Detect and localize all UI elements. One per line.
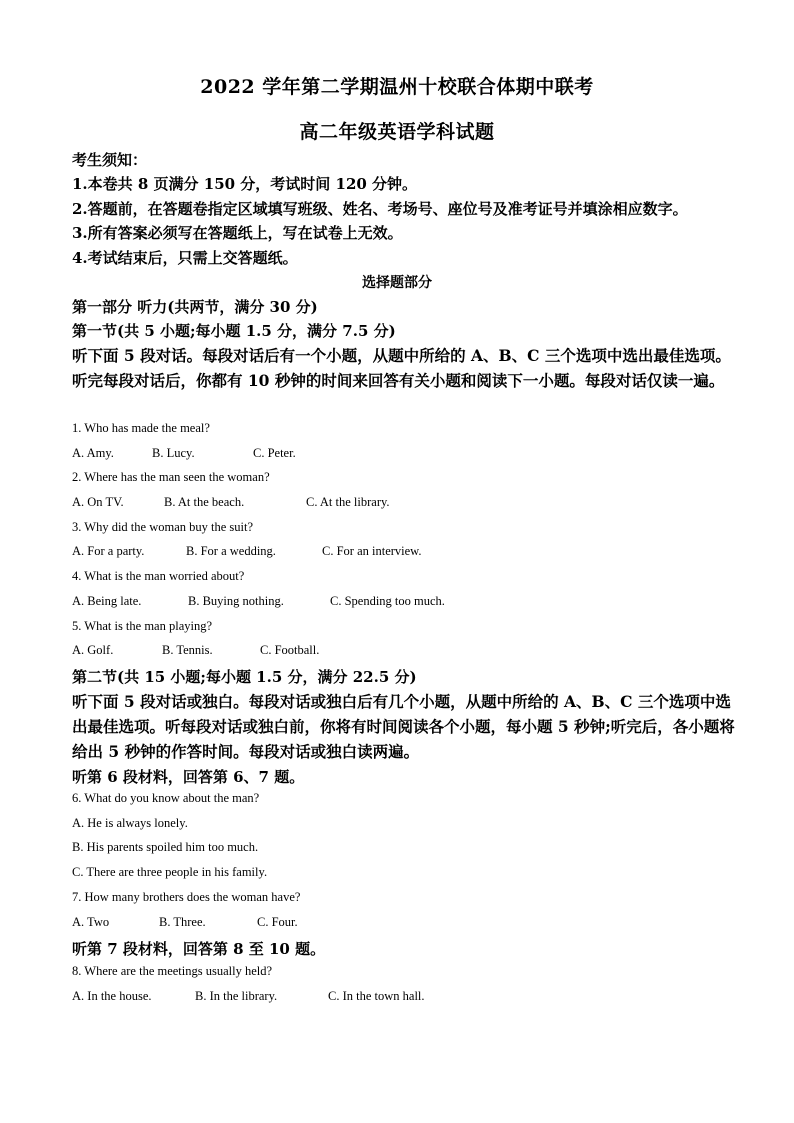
option-c[interactable]: C. Football. <box>260 643 320 657</box>
question-3: 3. Why did the woman buy the suit? <box>72 520 253 534</box>
option-c[interactable]: C. Spending too much. <box>330 594 445 608</box>
option-b[interactable]: B. Buying nothing. <box>188 594 284 608</box>
question-8: 8. Where are the meetings usually held? <box>72 964 273 978</box>
notice-heading: 考生须知： <box>72 151 148 169</box>
option-b[interactable]: B. In the library. <box>195 989 278 1003</box>
question-5: 5. What is the man playing? <box>72 619 213 633</box>
question-7: 7. How many brothers does the woman have? <box>72 890 301 904</box>
options-7 <box>72 915 298 930</box>
option-b[interactable]: B. His parents spoiled him too much. <box>72 840 259 854</box>
option-b[interactable]: B. Three. <box>159 915 206 929</box>
section2-instructions: 听下面 5 段对话或独白。每段对话或独白后有几个小题，从题中所给的 A、B、C 三个选项中选出最佳选项。听每段对话或独白前，你将有时间阅读各个小题，每小题 5 秒钟;听完后，各小题将给出 5 秒钟的作答时间。每段对话或独白读两遍。 <box>72 692 735 761</box>
question-1: 1. Who has made the meal? <box>72 421 210 435</box>
options-4 <box>72 594 445 609</box>
option-c[interactable]: C. There are three people in his family. <box>72 865 268 879</box>
option-c[interactable]: C. Four. <box>257 915 298 929</box>
material-6-heading: 听第 6 段材料，回答第 6、7 题。 <box>72 768 305 786</box>
question-2: 2. Where has the man seen the woman? <box>72 470 270 484</box>
option-a[interactable]: A. Amy. <box>72 446 114 460</box>
options-5 <box>72 643 319 658</box>
notice-item: 2.答题前，在答题卷指定区域填写班级、姓名、考场号、座位号及准考证号并填涂相应数字。 <box>72 200 688 218</box>
option-a[interactable]: A. Being late. <box>72 594 142 608</box>
section1-heading: 第一节(共 5 小题;每小题 1.5 分，满分 7.5 分) <box>72 322 396 340</box>
exam-title: 2022 学年第二学期温州十校联合体期中联考 <box>200 76 594 98</box>
option-b[interactable]: B. Tennis. <box>162 643 213 657</box>
option-c[interactable]: C. For an interview. <box>322 544 422 558</box>
option-c[interactable]: C. At the library. <box>306 495 390 509</box>
section1-instructions: 听下面 5 段对话。每段对话后有一个小题，从题中所给的 A、B、C 三个选项中选出最佳选项。听完每段对话后，你都有 10 秒钟的时间来回答有关小题和阅读下一小题。每段对话仅读一遍。 <box>72 346 731 390</box>
section2-heading: 第二节(共 15 小题;每小题 1.5 分，满分 22.5 分) <box>72 668 417 686</box>
notice-item: 3.所有答案必须写在答题纸上，写在试卷上无效。 <box>72 224 403 242</box>
question-4: 4. What is the man worried about? <box>72 569 245 583</box>
question-6: 6. What do you know about the man? <box>72 791 260 805</box>
option-a[interactable]: A. On TV. <box>72 495 124 509</box>
option-b[interactable]: B. Lucy. <box>152 446 195 460</box>
option-c[interactable]: C. Peter. <box>253 446 296 460</box>
option-b[interactable]: B. At the beach. <box>164 495 245 509</box>
notice-item: 4.考试结束后，只需上交答题纸。 <box>72 249 298 267</box>
options-2 <box>72 495 390 510</box>
options-1 <box>72 446 296 461</box>
option-a[interactable]: A. For a party. <box>72 544 145 558</box>
section-title: 选择题部分 <box>362 275 432 291</box>
material-7-heading: 听第 7 段材料，回答第 8 至 10 题。 <box>72 940 326 958</box>
option-a[interactable]: A. He is always lonely. <box>72 816 188 830</box>
notice-item: 1.本卷共 8 页满分 150 分，考试时间 120 分钟。 <box>72 175 418 193</box>
option-a[interactable]: A. Two <box>72 915 110 929</box>
option-c[interactable]: C. In the town hall. <box>328 989 425 1003</box>
option-b[interactable]: B. For a wedding. <box>186 544 276 558</box>
exam-subtitle: 高二年级英语学科试题 <box>299 121 495 143</box>
option-a[interactable]: A. In the house. <box>72 989 152 1003</box>
part1-heading: 第一部分 听力(共两节，满分 30 分) <box>72 298 318 316</box>
option-a[interactable]: A. Golf. <box>72 643 114 657</box>
options-3 <box>72 544 422 559</box>
options-8 <box>72 989 425 1004</box>
